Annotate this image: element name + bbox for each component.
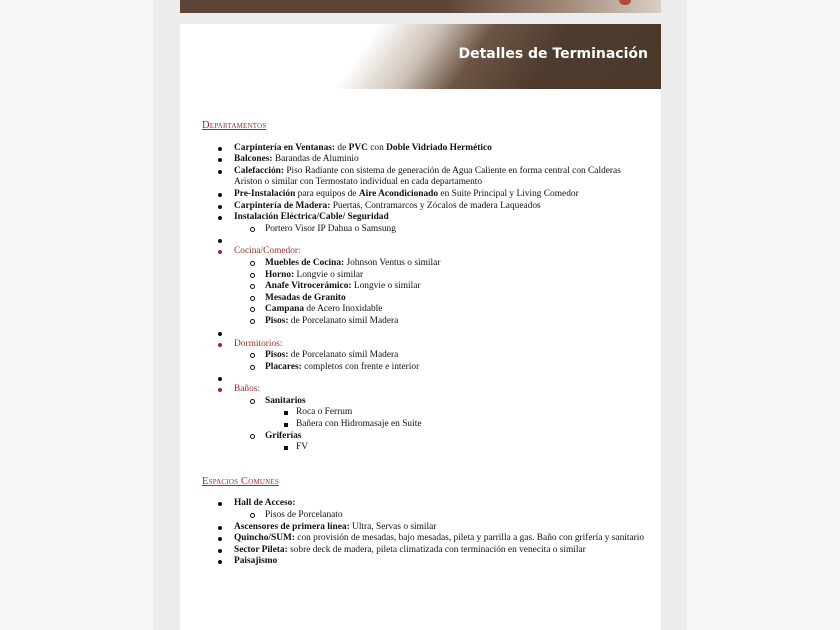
sub-list-item: Muebles de Cocina: Johnson Ventus o similar xyxy=(234,258,647,270)
list-item: Ascensores de primera línea: Ultra, Servas o similar xyxy=(202,522,647,534)
list-item-banos: Baños: Sanitarios Roca o Ferrum Bañera con Hidromasaje en Suite Griferías FV xyxy=(202,384,647,454)
list-item: Carpintería de Madera: Puertas, Contramarcos y Zócalos de madera Laqueados xyxy=(202,201,647,213)
sub-sub-list-item: Roca o Ferrum xyxy=(265,407,647,419)
list-item: Pre-Instalación para equipos de Aire Acondicionado en Suite Principal y Living Comedor xyxy=(202,189,647,201)
document-page xyxy=(180,24,661,630)
header-banner xyxy=(180,24,661,89)
list-item-dormitorios: Dormitorios: Pisos: de Porcelanato símil Madera Placares: completos con frente e interior xyxy=(202,339,647,374)
sub-list-item: Portero Visor IP Dahua o Samsung xyxy=(234,224,647,236)
list-item-cocina: Cocina/Comedor: Muebles de Cocina: Johnson Ventus o similar Horno: Longvie o similar Anafe Vitrocerámico: Longvie o similar Mesadas de Granito Campana de Acero Inoxidable Pisos: de Porcelanato símil Madera xyxy=(202,246,647,327)
list-item: Sector Pileta: sobre deck de madera, pileta climatizada con terminación en venecita o similar xyxy=(202,545,647,557)
document-content xyxy=(202,120,647,568)
sub-list-item-griferias: Griferías FV xyxy=(234,431,647,454)
sub-list-item-sanitarios: Sanitarios Roca o Ferrum Bañera con Hidromasaje en Suite xyxy=(234,396,647,431)
list-item: Balcones: Barandas de Aluminio xyxy=(202,154,647,166)
section-title-departamentos: Departamentos xyxy=(202,120,267,131)
sub-list-item: Anafe Vitrocerámico: Longvie o similar xyxy=(234,281,647,293)
sub-sub-list-item: Bañera con Hidromasaje en Suite xyxy=(265,419,647,431)
sub-list-item: Mesadas de Granito xyxy=(234,293,647,305)
section-title-espacios-comunes: Espacios Comunes xyxy=(202,475,279,487)
list-item: Hall de Acceso: Pisos de Porcelanato xyxy=(202,498,647,521)
sub-list-item: Pisos: de Porcelanato símil Madera xyxy=(234,316,647,328)
list-item: Quincho/SUM: con provisión de mesadas, bajo mesadas, pileta y parrilla a gas. Baño con grifería y sanitario xyxy=(202,533,647,545)
list-item: Calefacción: Piso Radiante con sistema de generación de Agua Caliente en forma central con Calderas Ariston o similar con Termostato individual en cada departamento xyxy=(202,166,647,189)
sub-list-item: Pisos de Porcelanato xyxy=(234,510,647,522)
list-item: Paisajismo xyxy=(202,556,647,568)
list-item: Instalación Eléctrica/Cable/ Seguridad Portero Visor IP Dahua o Samsung xyxy=(202,212,647,235)
page-title: Detalles de Terminación xyxy=(458,46,648,62)
espacios-comunes-list xyxy=(202,498,647,568)
sub-list-item: Campana de Acero Inoxidable xyxy=(234,304,647,316)
sub-list-item: Horno: Longvie o similar xyxy=(234,270,647,282)
sub-list-item: Placares: completos con frente e interior xyxy=(234,362,647,374)
background-right xyxy=(687,0,840,630)
list-item: Carpintería en Ventanas: de PVC con Doble Vidriado Hermético xyxy=(202,143,647,155)
sub-list-item: Pisos: de Porcelanato símil Madera xyxy=(234,350,647,362)
background-left xyxy=(0,0,153,630)
departamentos-list xyxy=(202,143,647,454)
sub-sub-list-item: FV xyxy=(265,442,647,454)
previous-page-edge xyxy=(180,0,661,13)
